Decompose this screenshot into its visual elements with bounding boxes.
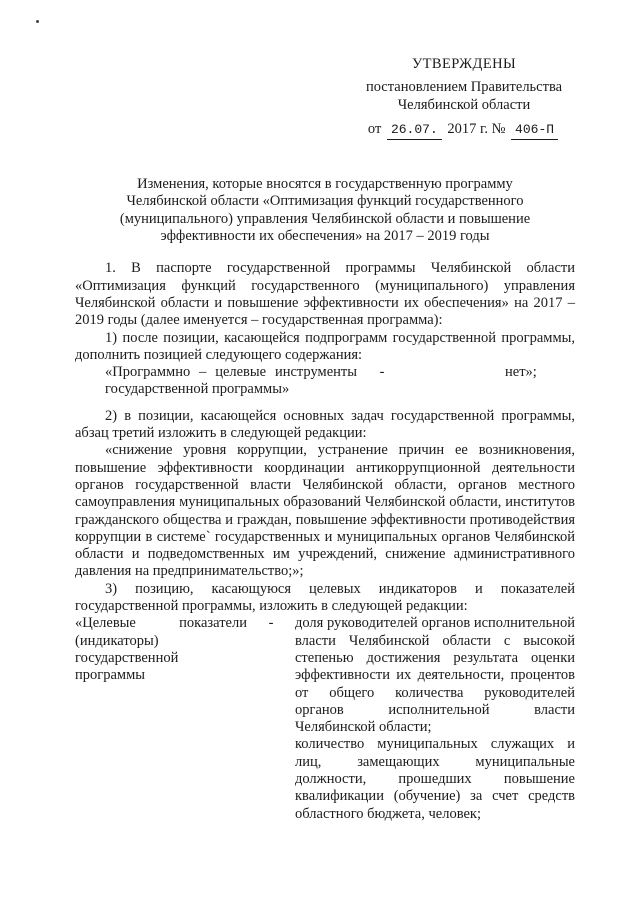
para-subitem-1: 1) после позиции, касающейся подпрограмм государственной программы, дополнить позицией следующего содержания:	[75, 329, 575, 363]
indicator-item-1: доля руководителей органов исполнительной власти Челябинской области с высокой степенью достижения результата оценки эффективности их деятельности, процентов от общего количества руководителей органов исполнительной власти Челябинской области;	[295, 615, 575, 736]
indicator-item-2: количество муниципальных служащих и лиц, замещающих муниципальные должности, прошедших повышение квалификации (обучение) за счет средств областного бюджета, человек;	[295, 736, 575, 822]
para-corruption-edit: «снижение уровня коррупции, устранение причин ее возникновения, повышение эффективности координации антикоррупционной деятельности органов государственной власти Челябинской области, органов местного самоуправления муниципальных образований Челябинской области, институтов гражданского общества и граждан, повышение эффективности противодействия коррупции в системе` государственных и муниципальных органов Челябинской области и подведомственных им учреждений, снижение административного давления на предпринимательство;»;	[75, 442, 575, 580]
date-middle: 2017 г. №	[447, 120, 506, 137]
approval-title: УТВЕРЖДЕНЫ	[411, 56, 517, 72]
approval-block	[355, 56, 573, 140]
indicators-label: «Целевые показатели (индикаторы) государственной программы	[75, 615, 247, 684]
scan-speck-artifact	[36, 20, 39, 23]
approval-by-line-2: Челябинской области	[397, 96, 531, 113]
insert-1-value: нет»;	[505, 364, 537, 381]
insert-1-label: «Программно – целевые инструменты государственной программы»	[105, 364, 357, 398]
indicators-table	[75, 615, 575, 823]
approval-by-line-1: постановлением Правительства	[365, 79, 563, 96]
insert-program-instruments-row	[105, 364, 575, 399]
document-title: Изменения, которые вносятся в государственную программу Челябинской области «Оптимизация функций государственного (муниципального) управления Челябинской области и повышение эффективности их обеспечения» на 2017 – 2019 годы	[119, 176, 531, 245]
para-subitem-2: 2) в позиции, касающейся основных задач государственной программы, абзац третий изложить в следующей редакции:	[75, 407, 575, 442]
indicators-values	[295, 615, 575, 823]
doc-number: 406-П	[511, 121, 558, 140]
indicators-dash: -	[268, 615, 274, 632]
approval-date-line	[355, 121, 573, 140]
insert-1-dash: -	[379, 364, 385, 381]
para-subitem-3: 3) позицию, касающуюся целевых индикаторов и показателей государственной программы, изложить в следующей редакции:	[75, 580, 575, 615]
date-prefix: от	[367, 120, 382, 137]
date-value: 26.07.	[387, 121, 442, 140]
para-section-1-intro: 1. В паспорте государственной программы Челябинской области «Оптимизация функций государственного (муниципального) управления Челябинской области и повышение эффективности их обеспечения» на 2017 – 2019 годы (далее именуется – государственная программа):	[75, 260, 575, 329]
